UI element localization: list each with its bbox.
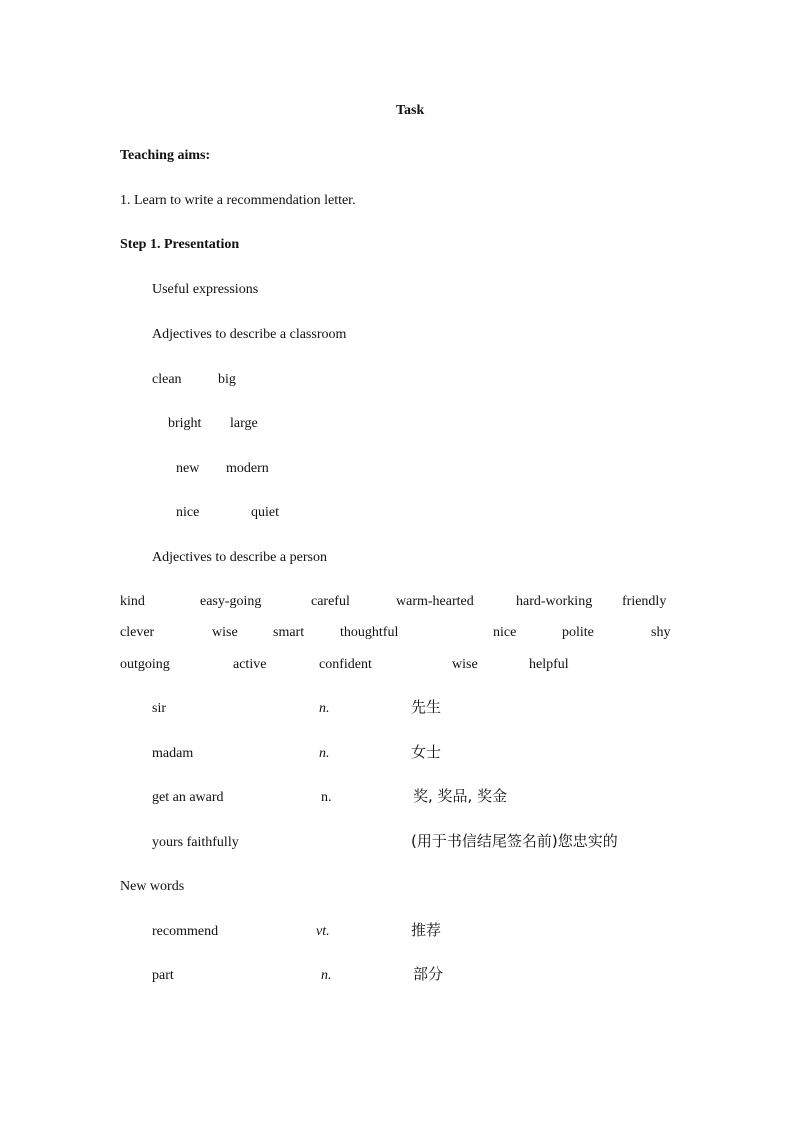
person-word: hard-working (516, 594, 593, 609)
person-word: thoughtful (340, 625, 399, 640)
adjectives-person-heading: Adjectives to describe a person (152, 550, 327, 565)
classroom-word: large (230, 416, 258, 431)
new-word-meaning: 部分 (413, 965, 444, 983)
person-word: careful (311, 594, 350, 609)
vocab-word: get an award (152, 790, 224, 805)
person-word: shy (651, 625, 671, 640)
classroom-word: quiet (251, 505, 279, 520)
new-word: part (152, 968, 174, 983)
classroom-word: new (176, 461, 200, 476)
person-word: kind (120, 594, 145, 609)
classroom-word: big (218, 372, 236, 387)
person-word: wise (452, 657, 478, 672)
new-word-pos: n. (321, 968, 332, 983)
vocab-pos: n. (319, 701, 330, 716)
vocab-pos: n. (319, 746, 330, 761)
person-word: friendly (622, 594, 667, 609)
useful-expressions-label: Useful expressions (152, 282, 259, 297)
step1-heading: Step 1. Presentation (120, 237, 240, 252)
classroom-word: clean (152, 372, 182, 387)
page-title: Task (396, 103, 425, 118)
vocab-word: madam (152, 746, 194, 761)
new-words-heading: New words (120, 879, 185, 894)
person-word: warm-hearted (396, 594, 474, 609)
adjectives-classroom-heading: Adjectives to describe a classroom (152, 327, 347, 342)
vocab-word: sir (152, 701, 166, 716)
classroom-word: modern (226, 461, 269, 476)
person-word: smart (273, 625, 305, 640)
classroom-word: nice (176, 505, 200, 520)
person-word: wise (212, 625, 238, 640)
new-word: recommend (152, 924, 219, 939)
vocab-pos: n. (321, 790, 332, 805)
person-word: polite (562, 625, 594, 640)
teaching-aims-heading: Teaching aims: (120, 148, 211, 163)
vocab-word: yours faithfully (152, 835, 239, 850)
person-word: outgoing (120, 657, 170, 672)
person-word: nice (493, 625, 517, 640)
person-word: easy-going (200, 594, 262, 609)
new-word-pos: vt. (316, 924, 330, 939)
classroom-word: bright (168, 416, 202, 431)
vocab-meaning: 奖, 奖品, 奖金 (413, 787, 508, 805)
new-word-meaning: 推荐 (411, 921, 442, 939)
person-word: confident (319, 657, 372, 672)
person-word: active (233, 657, 267, 672)
vocab-meaning: 先生 (411, 698, 442, 716)
vocab-meaning: (用于书信结尾签名前)您忠实的 (411, 832, 618, 850)
person-word: helpful (529, 657, 569, 672)
teaching-aim-1: 1. Learn to write a recommendation letter. (120, 193, 356, 208)
person-word: clever (120, 625, 155, 640)
vocab-meaning: 女士 (411, 743, 442, 761)
